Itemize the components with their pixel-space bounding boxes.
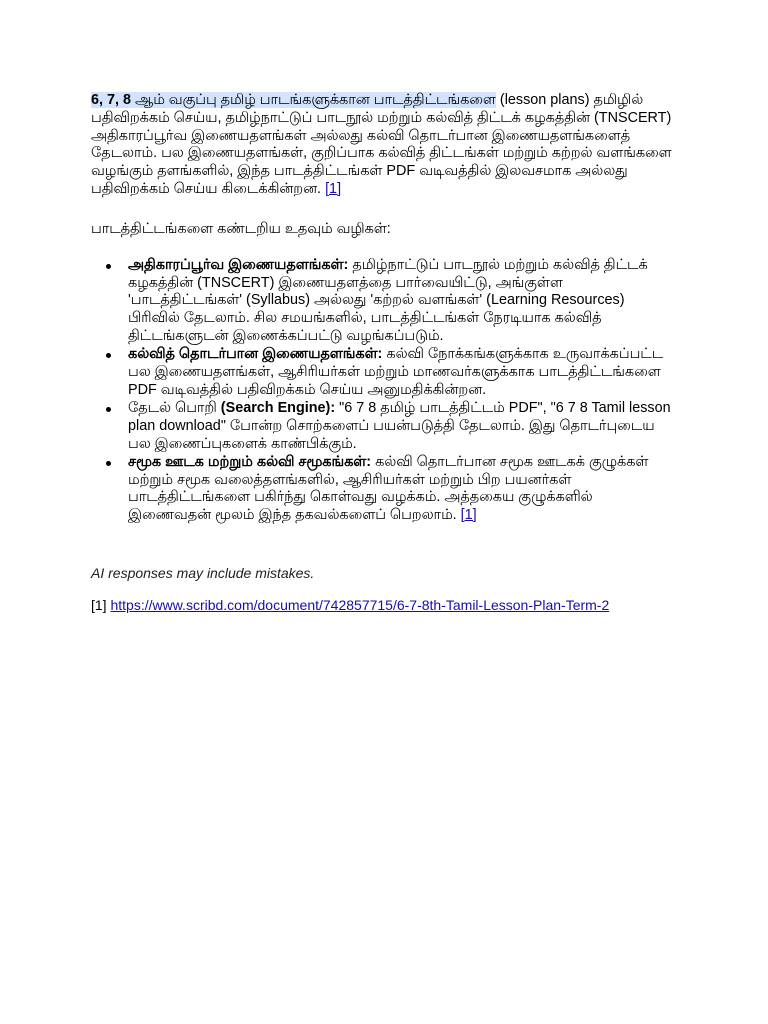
bullet-icon <box>106 407 111 412</box>
intro-citation-link[interactable]: [1] <box>325 180 342 197</box>
list-item <box>128 400 676 453</box>
item-title: (Search Engine): <box>220 399 336 416</box>
item-title: சமூக ஊடக மற்றும் கல்வி சமூகங்கள்: <box>128 453 372 470</box>
item-title: அதிகாரப்பூர்வ இணையதளங்கள்: <box>128 256 349 273</box>
bullet-icon <box>106 461 111 466</box>
source-reference <box>91 597 676 613</box>
item-text: "6 7 8 தமிழ் பாடத்திட்டம் PDF", "6 7 8 Tamil lesson plan download" போன்ற சொற்களைப் பயன்படுத்தி தேடலாம். இது தொடர்புடைய பல இணைப்புகளைக் காண்பிக்கும். <box>128 399 671 452</box>
highlighted-text: ஆம் வகுப்பு தமிழ் பாடங்களுக்கான பாடத்திட்டங்களை <box>131 92 496 108</box>
intro-text: (lesson plans) தமிழில் பதிவிறக்கம் செய்ய, தமிழ்நாட்டுப் பாடநூல் மற்றும் கல்வித் திட்டக் கழகத்தின் (TNSCERT) அதிகாரப்பூர்வ இணையதளங்கள் அல்லது கல்வி தொடர்பான இணையதளங்களைத் தேடலாம். பல இணையதளங்கள், குறிப்பாக கல்வித் திட்டங்கள் மற்றும் கற்றல் வளங்களை வழங்கும் தளங்களில், இந்த பாடத்திட்டங்கள் PDF வடிவத்தில் இலவசமாக அல்லது பதிவிறக்கம் செய்ய கிடைக்கின்றன. <box>91 92 672 197</box>
methods-heading: பாடத்திட்டங்களை கண்டறிய உதவும் வழிகள்: <box>91 220 391 237</box>
grade-numbers: 6, 7, 8 <box>91 92 132 108</box>
list-item <box>128 257 676 346</box>
list-item <box>128 346 676 399</box>
bullet-icon <box>106 264 111 269</box>
list-item <box>128 454 676 525</box>
highlighted-lead <box>91 92 496 108</box>
source-label: [1] <box>91 596 111 613</box>
ai-disclaimer: AI responses may include mistakes. <box>91 564 315 581</box>
bullet-icon <box>106 353 111 358</box>
intro-paragraph <box>91 92 676 199</box>
item-title: கல்வித் தொடர்பான இணையதளங்கள்: <box>128 346 383 363</box>
source-link[interactable]: https://www.scribd.com/document/742857715/6-7-8th-Tamil-Lesson-Plan-Term-2 <box>110 596 610 613</box>
item-text: கல்வி தொடர்பான சமூக ஊடகக் குழுக்கள் மற்றும் சமூக வலைத்தளங்களில், ஆசிரியர்கள் மற்றும் பிற பயனர்கள் பாடத்திட்டங்களை பகிர்ந்து கொள்வது வழக்கம். அத்தகைய குழுக்களில் இணைவதன் மூலம் இந்த தகவல்களைப் பெறலாம். <box>128 453 649 524</box>
methods-list <box>91 257 676 525</box>
item-text: தமிழ்நாட்டுப் பாடநூல் மற்றும் கல்வித் திட்டக் கழகத்தின் (TNSCERT) இணையதளத்தை பார்வையிட்டு, அங்குள்ள 'பாடத்திட்டங்கள்' (Syllabus) அல்லது 'கற்றல் வளங்கள்' (Learning Resources) பிரிவில் தேடலாம். சில சமயங்களில், பாடத்திட்டங்கள் நேரடியாக கல்வித் திட்டங்களுடன் இணைக்கப்பட்டு வழங்கப்படும். <box>128 256 648 344</box>
item-text: கல்வி நோக்கங்களுக்காக உருவாக்கப்பட்ட பல இணையதளங்கள், ஆசிரியர்கள் மற்றும் மாணவர்களுக்காக பாடத்திட்டங்களை PDF வடிவத்தில் பதிவிறக்கம் செய்ய அனுமதிக்கின்றன. <box>128 346 664 398</box>
item-prefix: தேடல் பொறி <box>128 399 221 416</box>
item-citation-link[interactable]: [1] <box>460 507 477 524</box>
